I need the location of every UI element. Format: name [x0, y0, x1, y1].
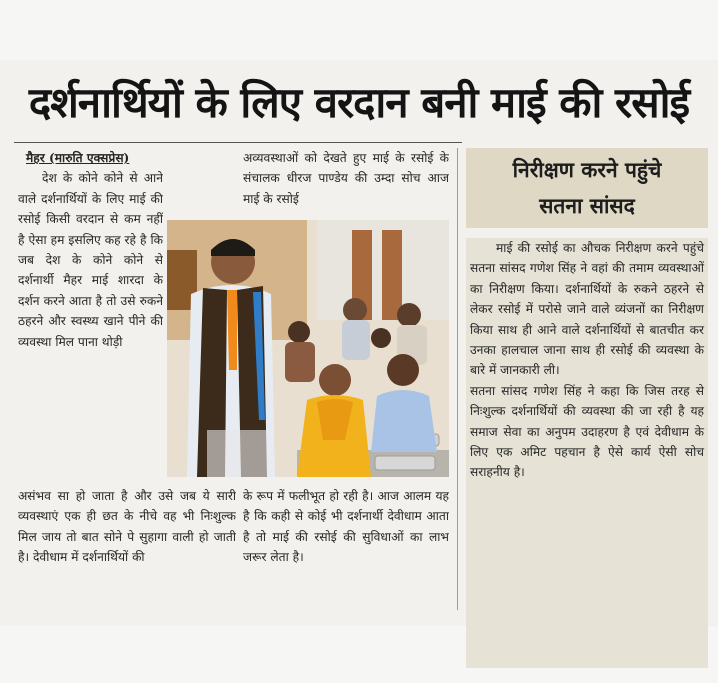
headline: दर्शनार्थियों के लिए वरदान बनी माई की रसोई: [28, 78, 690, 127]
sidebar-title-line-2: सतना सांसद: [539, 194, 635, 218]
article-col2-top: अव्यवस्थाओं को देखते हुए माई के रसोई के संचालक धीरज पाण्डेय की उम्दा सोच आज माई के रसोई: [243, 151, 449, 206]
column-divider: [457, 148, 458, 610]
dateline: मैहर (मारुति एक्सप्रेस): [26, 151, 130, 165]
headline-underline: [14, 142, 462, 143]
sidebar-title-line-1: निरीक्षण करने पहुंचे: [512, 158, 662, 182]
article-column-2: [243, 148, 449, 210]
article-col1-bottom: असंभव सा हो जाता है और उसे जब ये सारी व्यवस्थाएं एक ही छत के नीचे वह भी निःशुल्क मिल जाय तो बात सोने पे सुहागा वाली हो जाती है। देवीधाम में दर्शनार्थियों की: [18, 489, 236, 565]
newspaper-clipping: [0, 60, 718, 626]
article-col1-top: देश के कोने कोने से आने वाले दर्शनार्थियों के लिए माई की रसोई किसी वरदान से कम नहीं है ऐसा हम इसलिए कह रहे है कि जब देश के कोने कोने से दर्शनार्थी मैहर माई शारदा के दर्शन करने आता है तो उसे रुकने ठहरने और स्वस्थ्य खाने पीने की व्यवस्था मिल पाना थोड़ी: [18, 171, 163, 349]
news-photo-icon: [167, 220, 449, 477]
sidebar-body: [466, 238, 708, 668]
article-column-1-lower: [18, 486, 236, 610]
article-col2-bottom: के रूप में फलीभूत हो रही है। आज आलम यह है कि कही से कोई भी दर्शनार्थी देवीधाम आता है तो माई की रसोई की सुविधाओं का लाभ जरूर लेता है।: [243, 489, 449, 565]
article-column-2-lower: [243, 486, 449, 610]
sidebar-title-box: [466, 148, 708, 228]
article-column-1: [18, 148, 163, 478]
sidebar-paragraph-1: माई की रसोई का औचक निरीक्षण करने पहुंचे सतना सांसद गणेश सिंह ने वहां की तमाम व्यवस्थाओं का निरीक्षण किया। दर्शनार्थियों के रुकने ठहरने से लेकर रसोई में परोसे जाने वाले व्यंजनों का निरीक्षण किया साथ ही आने वाले दर्शनार्थियों से बातचीत कर उनका हालचाल जाना साथ ही रसोई की व्यवस्था के बारे में जानकारी ली।: [470, 241, 704, 378]
sidebar-paragraph-2: सतना सांसद गणेश सिंह ने कहा कि जिस तरह से निःशुल्क दर्शनार्थियों की व्यवस्था की जा रही है यह समाज सेवा का अनुपम उदाहरण है एवं देवीधाम के लिए एक अमिट पहचान है ऐसे कार्य ऐसी सोच सराहनीय है।: [470, 383, 704, 480]
